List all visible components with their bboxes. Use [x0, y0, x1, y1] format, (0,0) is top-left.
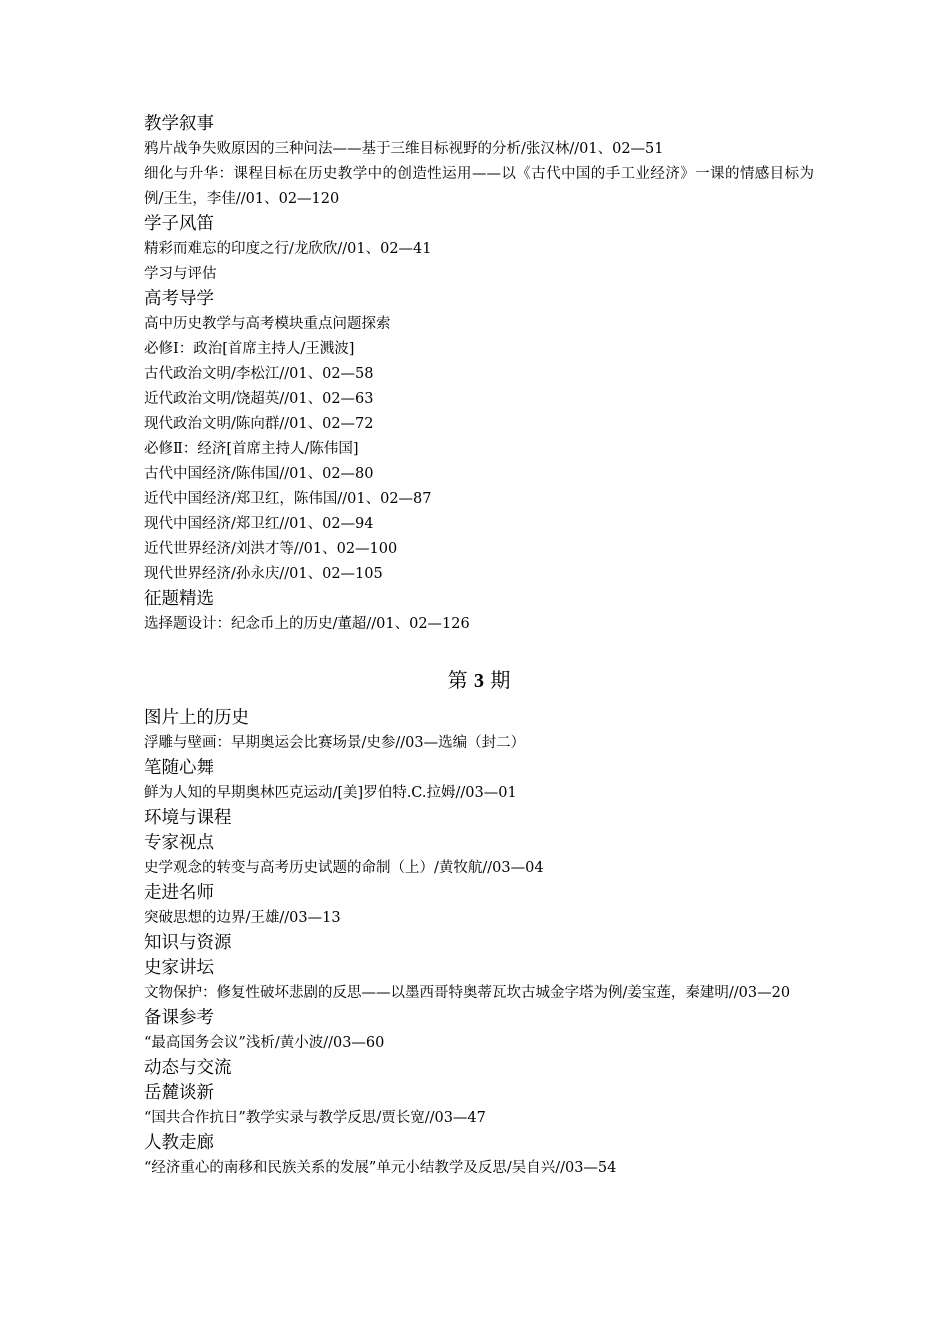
- toc-entry: 必修Ⅰ：政治[首席主持人/王溅波]: [144, 341, 355, 357]
- section-heading: 动态与交流: [144, 1058, 232, 1078]
- section-heading: 环境与课程: [144, 808, 232, 828]
- toc-entry: “经济重心的南移和民族关系的发展”单元小结教学及反思/吴自兴//03—54: [144, 1160, 617, 1176]
- section-heading: 专家视点: [144, 833, 214, 853]
- issue-title-suffix: 期: [490, 668, 511, 692]
- toc-entry: 必修Ⅱ：经济[首席主持人/陈伟国]: [144, 441, 359, 457]
- toc-entry: 现代中国经济/郑卫红//01、02—94: [144, 516, 374, 532]
- toc-entry: 浮雕与壁画：早期奥运会比赛场景/史参//03—选编（封二）: [144, 735, 526, 751]
- toc-entry: “最高国务会议”浅析/黄小波//03—60: [144, 1035, 385, 1051]
- toc-entry: 近代中国经济/郑卫红，陈伟国//01、02—87: [144, 491, 432, 507]
- toc-entry: 高中历史教学与高考模块重点问题探索: [144, 316, 391, 332]
- section-heading: 备课参考: [144, 1008, 214, 1028]
- issue-title-number: 3: [474, 670, 484, 692]
- toc-entry: 鸦片战争失败原因的三种问法——基于三维目标视野的分析/张汉林//01、02—51: [144, 141, 664, 157]
- section-heading: 学子风笛: [144, 214, 214, 234]
- toc-page: [144, 112, 814, 1181]
- toc-entry: 现代世界经济/孙永庆//01、02—105: [144, 566, 383, 582]
- toc-section-issue-1-2: [144, 112, 814, 637]
- section-heading: 笔随心舞: [144, 758, 214, 778]
- toc-entry: 古代政治文明/李松江//01、02—58: [144, 366, 374, 382]
- toc-entry: 史学观念的转变与高考历史试题的命制（上）/黄牧航//03—04: [144, 860, 544, 876]
- toc-entry: 文物保护：修复性破坏悲剧的反思——以墨西哥特奥蒂瓦坎古城金字塔为例/姜宝莲，秦建明//03—20: [144, 985, 791, 1001]
- toc-entry: 突破思想的边界/王雄//03—13: [144, 910, 341, 926]
- section-heading: 史家讲坛: [144, 958, 214, 978]
- issue-title: [144, 665, 814, 696]
- toc-entry: 古代中国经济/陈伟国//01、02—80: [144, 466, 374, 482]
- section-heading: 图片上的历史: [144, 708, 249, 728]
- toc-entry: 细化与升华：课程目标在历史教学中的创造性运用——以《古代中国的手工业经济》一课的情感目标为例/王生，李佳//01、02—120: [144, 166, 814, 207]
- section-heading: 人教走廊: [144, 1133, 214, 1153]
- toc-entry: 精彩而难忘的印度之行/龙欣欣//01、02—41: [144, 241, 432, 257]
- toc-entry: 近代政治文明/饶超英//01、02—63: [144, 391, 374, 407]
- section-heading: 走进名师: [144, 883, 214, 903]
- section-heading: 征题精选: [144, 589, 214, 609]
- toc-entry: 选择题设计：纪念币上的历史/董超//01、02—126: [144, 616, 470, 632]
- toc-section-issue-3: [144, 706, 814, 1181]
- section-heading: 教学叙事: [144, 114, 214, 134]
- toc-entry: “国共合作抗日”教学实录与教学反思/贾长宽//03—47: [144, 1110, 486, 1126]
- toc-entry: 近代世界经济/刘洪才等//01、02—100: [144, 541, 398, 557]
- section-heading: 高考导学: [144, 289, 214, 309]
- toc-entry: 现代政治文明/陈向群//01、02—72: [144, 416, 374, 432]
- issue-title-prefix: 第: [447, 668, 468, 692]
- section-heading: 知识与资源: [144, 933, 232, 953]
- section-heading: 岳麓谈新: [144, 1083, 214, 1103]
- toc-entry: 鲜为人知的早期奥林匹克运动/[美]罗伯特.C.拉姆//03—01: [144, 785, 517, 801]
- toc-entry: 学习与评估: [144, 266, 217, 282]
